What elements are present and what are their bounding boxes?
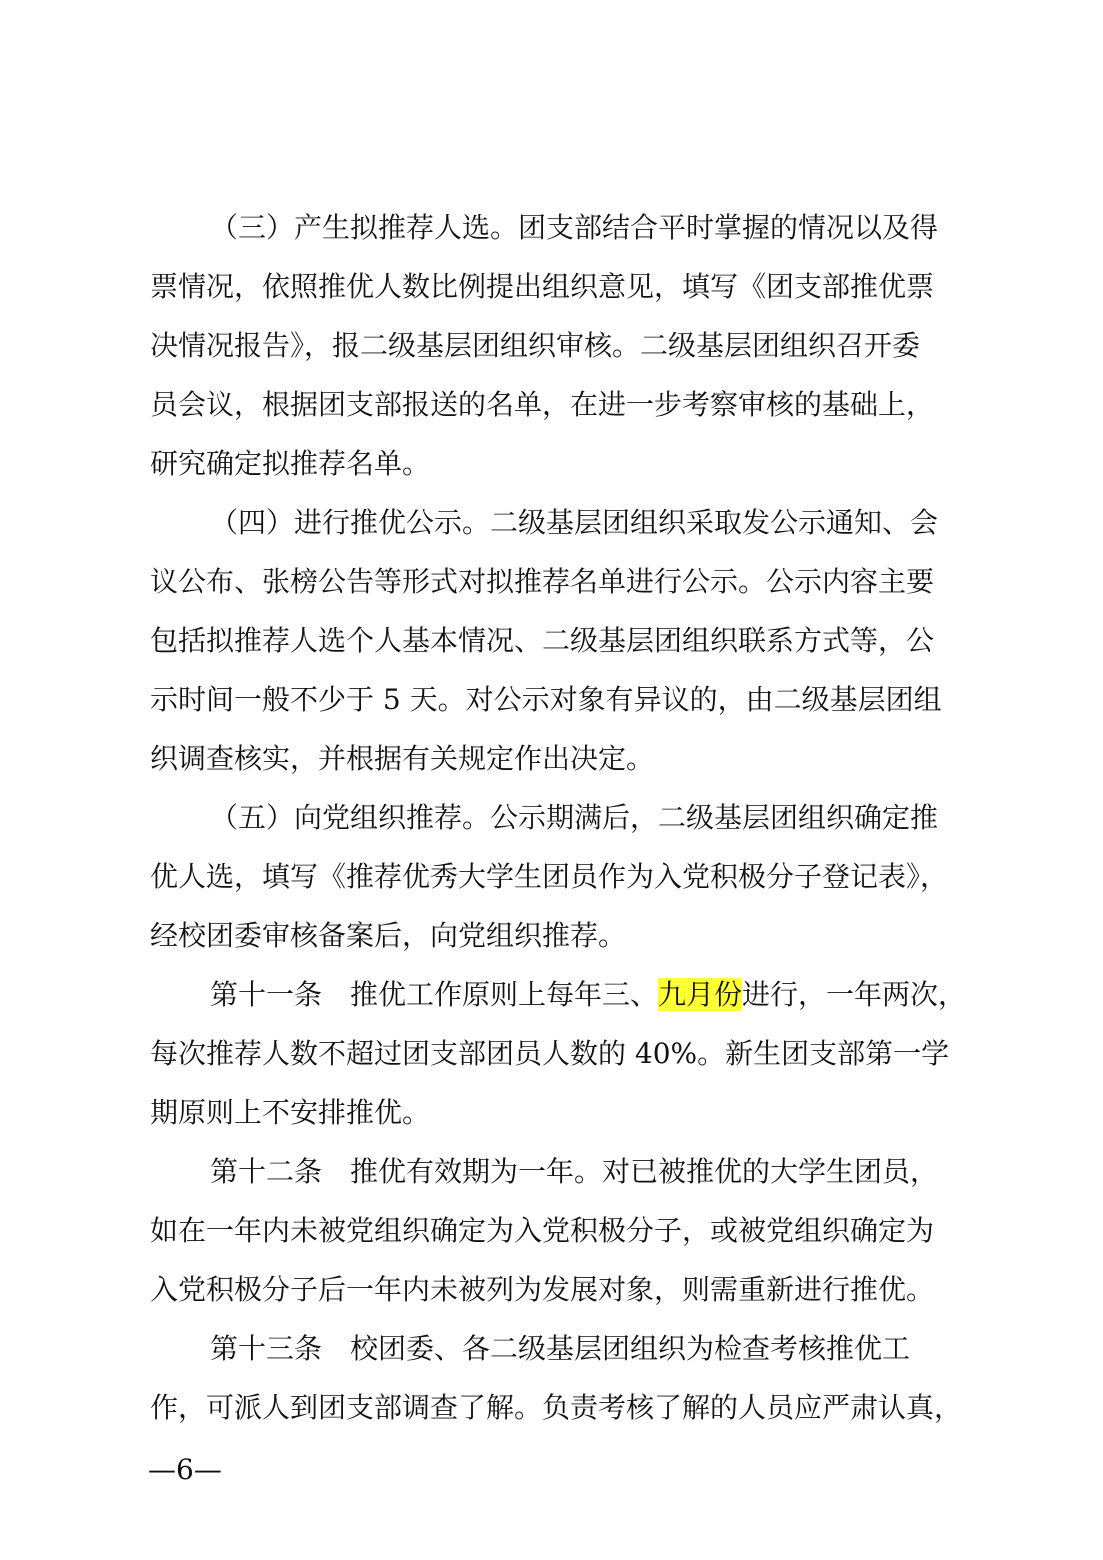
text-line [150,965,968,1024]
text-line: （三）产生拟推荐人选。团支部结合平时掌握的情况以及得 [210,211,939,244]
highlighted-text: 九月份 [658,978,743,1011]
text-line: 员会议，根据团支部报送的名单，在进一步考察审核的基础上， [150,388,935,421]
article-13 [150,1319,968,1437]
text-segment: 进行，一年两次， [742,978,967,1011]
text-line: 议公布、张榜公告等形式对拟推荐名单进行公示。公示内容主要 [150,565,935,598]
page-number: —6— [148,1453,222,1486]
text-line: 如在一年内未被党组织确定为入党积极分子，或被党组织确定为 [150,1214,935,1247]
paragraph-5 [150,788,968,965]
text-line: 优人选，填写《推荐优秀大学生团员作为入党积极分子登记表》， [150,860,949,893]
paragraph-3 [150,198,968,493]
article-11 [150,965,968,1142]
document-body [150,198,968,1437]
text-line: 期原则上不安排推优。 [150,1096,431,1129]
text-line: 织调查核实，并根据有关规定作出决定。 [150,742,655,775]
text-line: 每次推荐人数不超过团支部团员人数的 40%。新生团支部第一学 [150,1037,950,1070]
text-line: 作，可派人到团支部调查了解。负责考核了解的人员应严肃认真， [150,1391,963,1424]
paragraph-4 [150,493,968,788]
text-line: 决情况报告》，报二级基层团组织审核。二级基层团组织召开委 [150,329,921,362]
text-line: 票情况，依照推优人数比例提出组织意见，填写《团支部推优票 [150,270,935,303]
text-line: 第十二条 推优有效期为一年。对已被推优的大学生团员， [210,1155,939,1188]
text-line: 第十三条 校团委、各二级基层团组织为检查考核推优工 [210,1332,911,1365]
text-line: （五）向党组织推荐。公示期满后，二级基层团组织确定推 [210,801,939,834]
text-line: 研究确定拟推荐名单。 [150,447,431,480]
text-line: 示时间一般不少于 5 天。对公示对象有异议的，由二级基层团组 [150,683,942,716]
article-12 [150,1142,968,1319]
text-line: 包括拟推荐人选个人基本情况、二级基层团组织联系方式等，公 [150,624,935,657]
text-line: 经校团委审核备案后，向党组织推荐。 [150,919,627,952]
text-segment: 第十一条 推优工作原则上每年三、 [210,978,659,1011]
text-line: （四）进行推优公示。二级基层团组织采取发公示通知、会 [210,506,939,539]
text-line: 入党积极分子后一年内未被列为发展对象，则需重新进行推优。 [150,1273,935,1306]
